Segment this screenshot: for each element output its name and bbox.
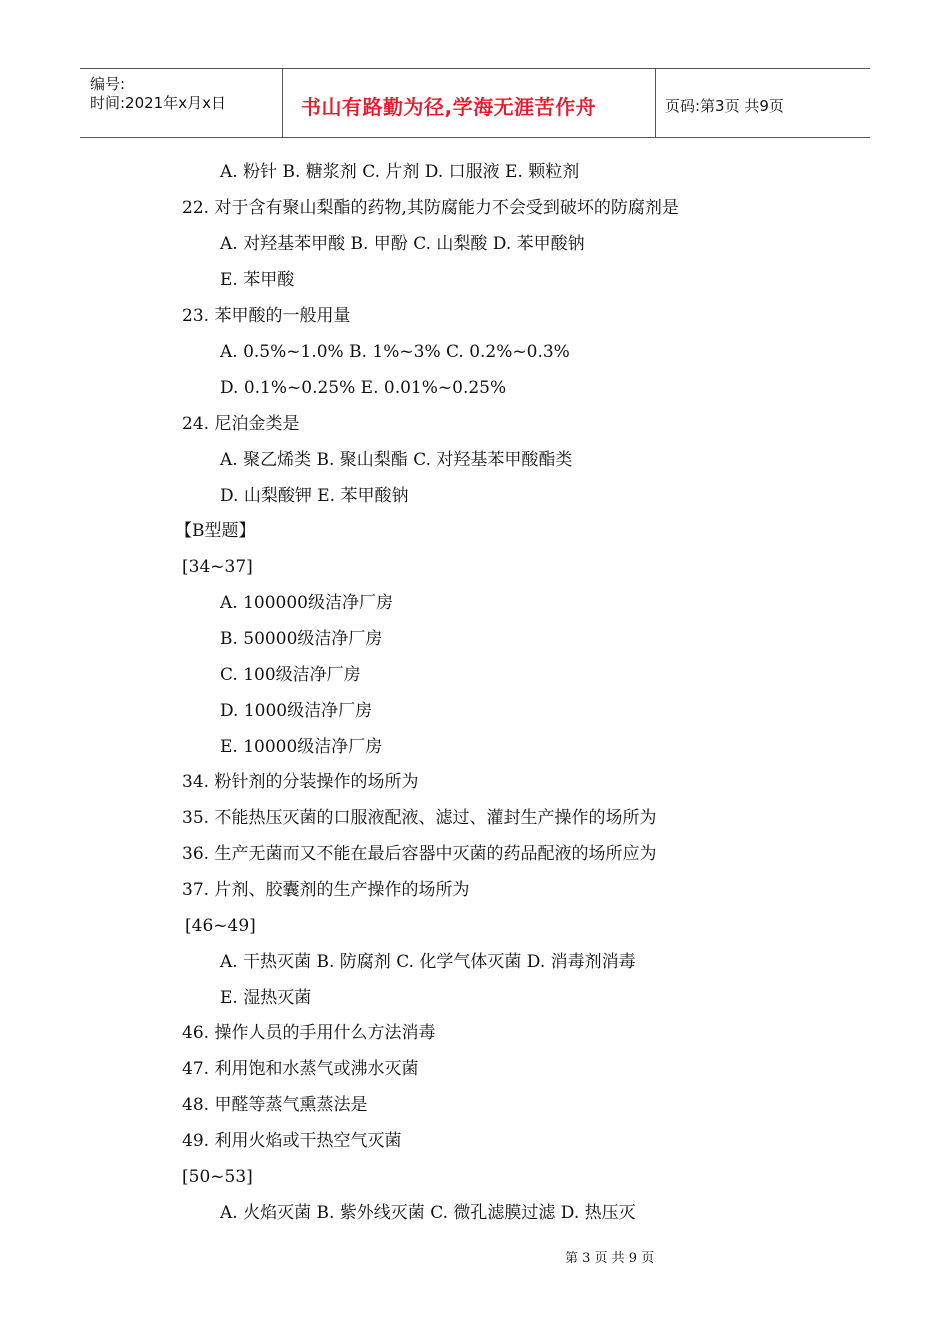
motto-text: 书山有路勤为径,学海无涯苦作舟 — [301, 95, 597, 119]
option-line: A. 火焰灭菌 B. 紫外线灭菌 C. 微孔滤膜过滤 D. 热压灭 — [220, 1203, 636, 1223]
page-header — [80, 68, 870, 138]
page-footer: 第 3 页 共 9 页 — [565, 1251, 655, 1266]
option-line: A. 干热灭菌 B. 防腐剂 C. 化学气体灭菌 D. 消毒剂消毒 — [220, 952, 636, 972]
header-meta-cell — [80, 69, 282, 137]
question-line: 22. 对于含有聚山梨酯的药物,其防腐能力不会受到破坏的防腐剂是 — [182, 198, 679, 218]
question-line: 34. 粉针剂的分装操作的场所为 — [182, 772, 419, 792]
question-line: 48. 甲醛等蒸气熏蒸法是 — [182, 1095, 368, 1115]
question-line: 46. 操作人员的手用什么方法消毒 — [182, 1023, 436, 1043]
group-range: [34~37] — [182, 557, 253, 577]
section-heading: 【B型题】 — [175, 521, 256, 541]
option-line: D. 1000级洁净厂房 — [220, 701, 373, 721]
question-line: 24. 尼泊金类是 — [182, 414, 300, 434]
question-line: 36. 生产无菌而又不能在最后容器中灭菌的药品配液的场所应为 — [182, 844, 657, 864]
option-line: E. 苯甲酸 — [220, 270, 295, 290]
option-line: A. 0.5%~1.0% B. 1%~3% C. 0.2%~0.3% — [220, 342, 570, 362]
question-line: 23. 苯甲酸的一般用量 — [182, 306, 351, 326]
question-line: 49. 利用火焰或干热空气灭菌 — [182, 1131, 402, 1151]
option-line: A. 对羟基苯甲酸 B. 甲酚 C. 山梨酸 D. 苯甲酸钠 — [220, 234, 585, 254]
option-line: D. 0.1%~0.25% E. 0.01%~0.25% — [220, 378, 507, 398]
option-line: E. 湿热灭菌 — [220, 988, 312, 1008]
option-line: A. 100000级洁净厂房 — [220, 593, 393, 613]
number-label: 编号: — [90, 75, 126, 93]
option-line: B. 50000级洁净厂房 — [220, 629, 383, 649]
question-line: 47. 利用饱和水蒸气或沸水灭菌 — [182, 1059, 419, 1079]
header-page-cell — [655, 69, 870, 137]
page-info: 页码:第3页 共9页 — [665, 97, 784, 115]
group-range: [46~49] — [185, 916, 256, 936]
option-line: C. 100级洁净厂房 — [220, 665, 361, 685]
group-range: [50~53] — [182, 1167, 253, 1187]
header-motto-cell — [282, 69, 656, 137]
option-line: E. 10000级洁净厂房 — [220, 737, 383, 757]
time-label: 时间:2021年x月x日 — [90, 94, 226, 112]
option-line: D. 山梨酸钾 E. 苯甲酸钠 — [220, 486, 409, 506]
question-line: 37. 片剂、胶囊剂的生产操作的场所为 — [182, 880, 470, 900]
option-line: A. 聚乙烯类 B. 聚山梨酯 C. 对羟基苯甲酸酯类 — [220, 450, 573, 470]
question-line: 35. 不能热压灭菌的口服液配液、滤过、灌封生产操作的场所为 — [182, 808, 657, 828]
option-line: A. 粉针 B. 糖浆剂 C. 片剂 D. 口服液 E. 颗粒剂 — [220, 162, 580, 182]
